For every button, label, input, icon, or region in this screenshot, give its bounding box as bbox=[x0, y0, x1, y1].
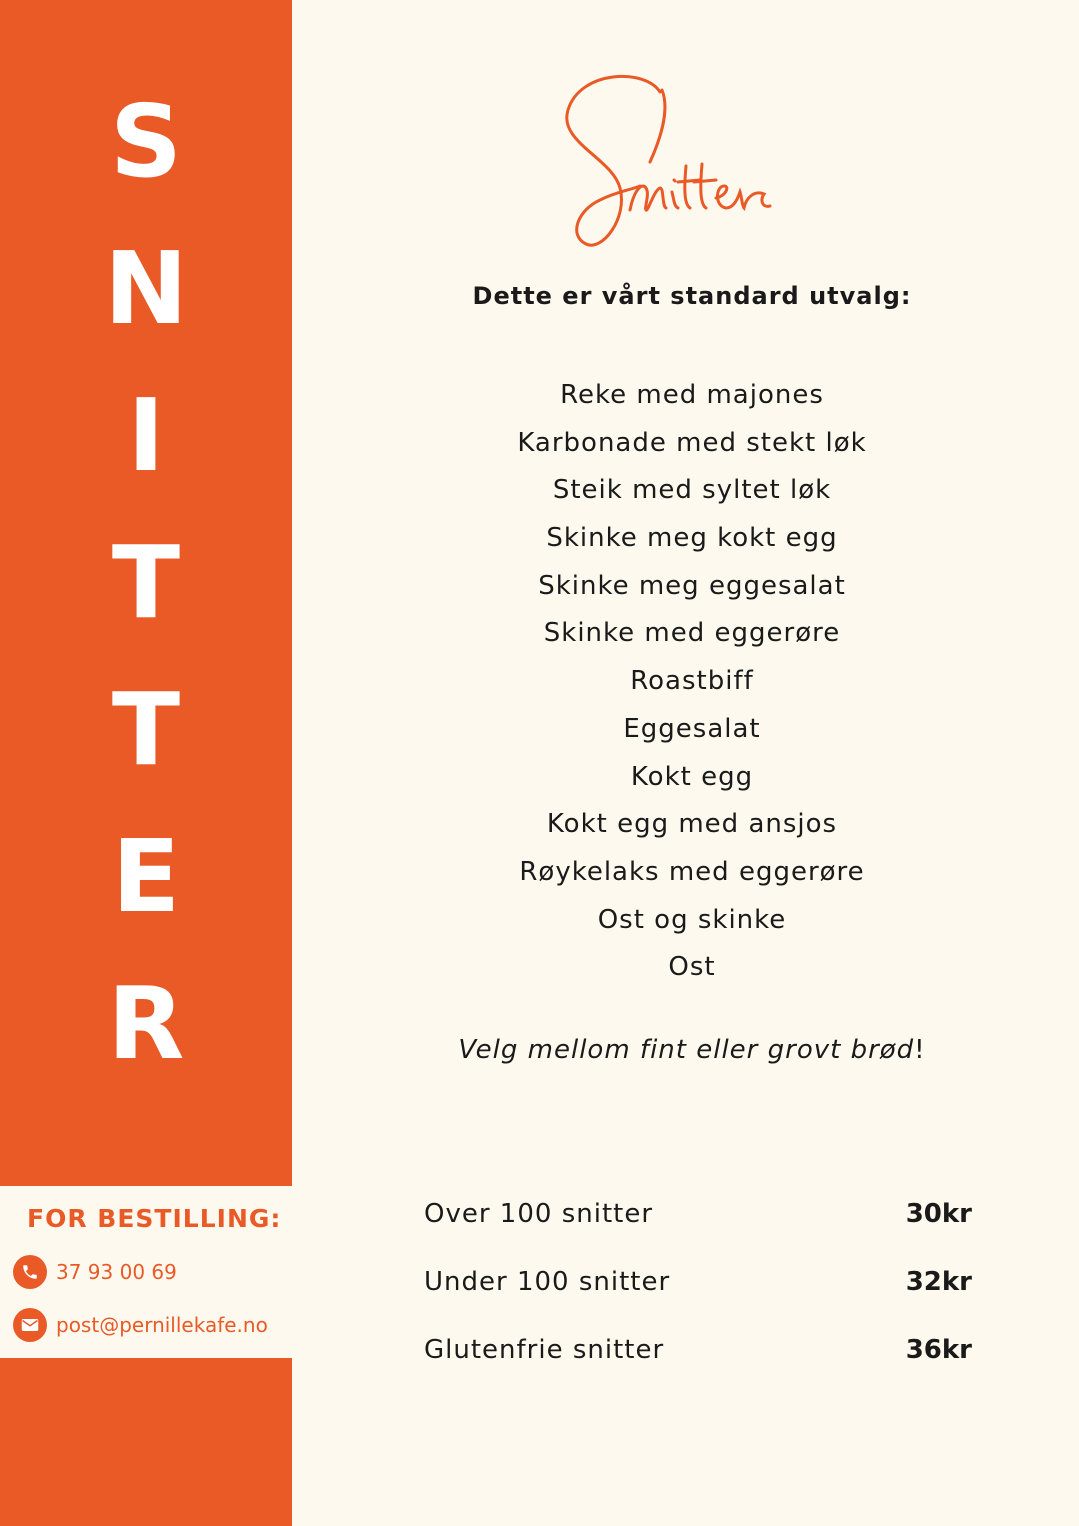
price-list bbox=[424, 1180, 972, 1384]
menu-item: Eggesalat bbox=[623, 713, 761, 744]
price-row bbox=[424, 1316, 972, 1384]
title-letter: T bbox=[111, 671, 181, 788]
menu-item: Roastbiff bbox=[630, 666, 754, 697]
title-letter: I bbox=[127, 377, 165, 494]
menu-item: Ost og skinke bbox=[597, 904, 787, 935]
menu-item: Skinke meg kokt egg bbox=[546, 523, 838, 554]
title-letter: E bbox=[111, 818, 181, 935]
price-value: 36kr bbox=[905, 1335, 972, 1365]
phone-number: 37 93 00 69 bbox=[56, 1260, 177, 1284]
contact-heading: FOR BESTILLING: bbox=[27, 1204, 282, 1233]
intro-heading: Dette er vårt standard utvalg: bbox=[472, 282, 912, 310]
phone-icon bbox=[13, 1255, 47, 1289]
title-letter: S bbox=[109, 83, 183, 200]
title-letter: R bbox=[107, 965, 185, 1082]
price-label: Over 100 snitter bbox=[424, 1199, 654, 1229]
email-row[interactable] bbox=[13, 1308, 268, 1342]
menu-item: Reke med majones bbox=[560, 380, 824, 410]
menu-item: Steik med syltet løk bbox=[552, 475, 832, 506]
menu-item: Kokt egg med ansjos bbox=[546, 809, 838, 840]
price-row bbox=[424, 1248, 972, 1316]
price-row bbox=[424, 1180, 972, 1248]
title-letter: T bbox=[111, 524, 181, 641]
email-address: post@pernillekafe.no bbox=[56, 1313, 268, 1337]
price-value: 30kr bbox=[905, 1199, 972, 1229]
menu-item: Skinke med eggerøre bbox=[543, 618, 841, 649]
menu-item: Kokt egg bbox=[630, 761, 754, 792]
bread-note-exclaim: ! bbox=[914, 1035, 926, 1065]
menu-list bbox=[292, 372, 1079, 992]
bread-note-text: Velg mellom fint eller grovt brød bbox=[458, 1035, 915, 1065]
price-label: Glutenfrie snitter bbox=[424, 1335, 665, 1365]
bread-note bbox=[292, 1035, 1079, 1065]
menu-item: Røykelaks med eggerøre bbox=[519, 856, 865, 887]
menu-item: Karbonade med stekt løk bbox=[517, 427, 867, 458]
menu-item: Ost bbox=[668, 952, 716, 983]
mail-icon bbox=[13, 1308, 47, 1342]
price-label: Under 100 snitter bbox=[424, 1267, 671, 1297]
price-value: 32kr bbox=[905, 1267, 972, 1297]
title-letter: N bbox=[104, 230, 188, 347]
script-title-logo bbox=[550, 70, 790, 260]
menu-item: Skinke meg eggesalat bbox=[538, 570, 846, 601]
phone-row[interactable] bbox=[13, 1255, 177, 1289]
